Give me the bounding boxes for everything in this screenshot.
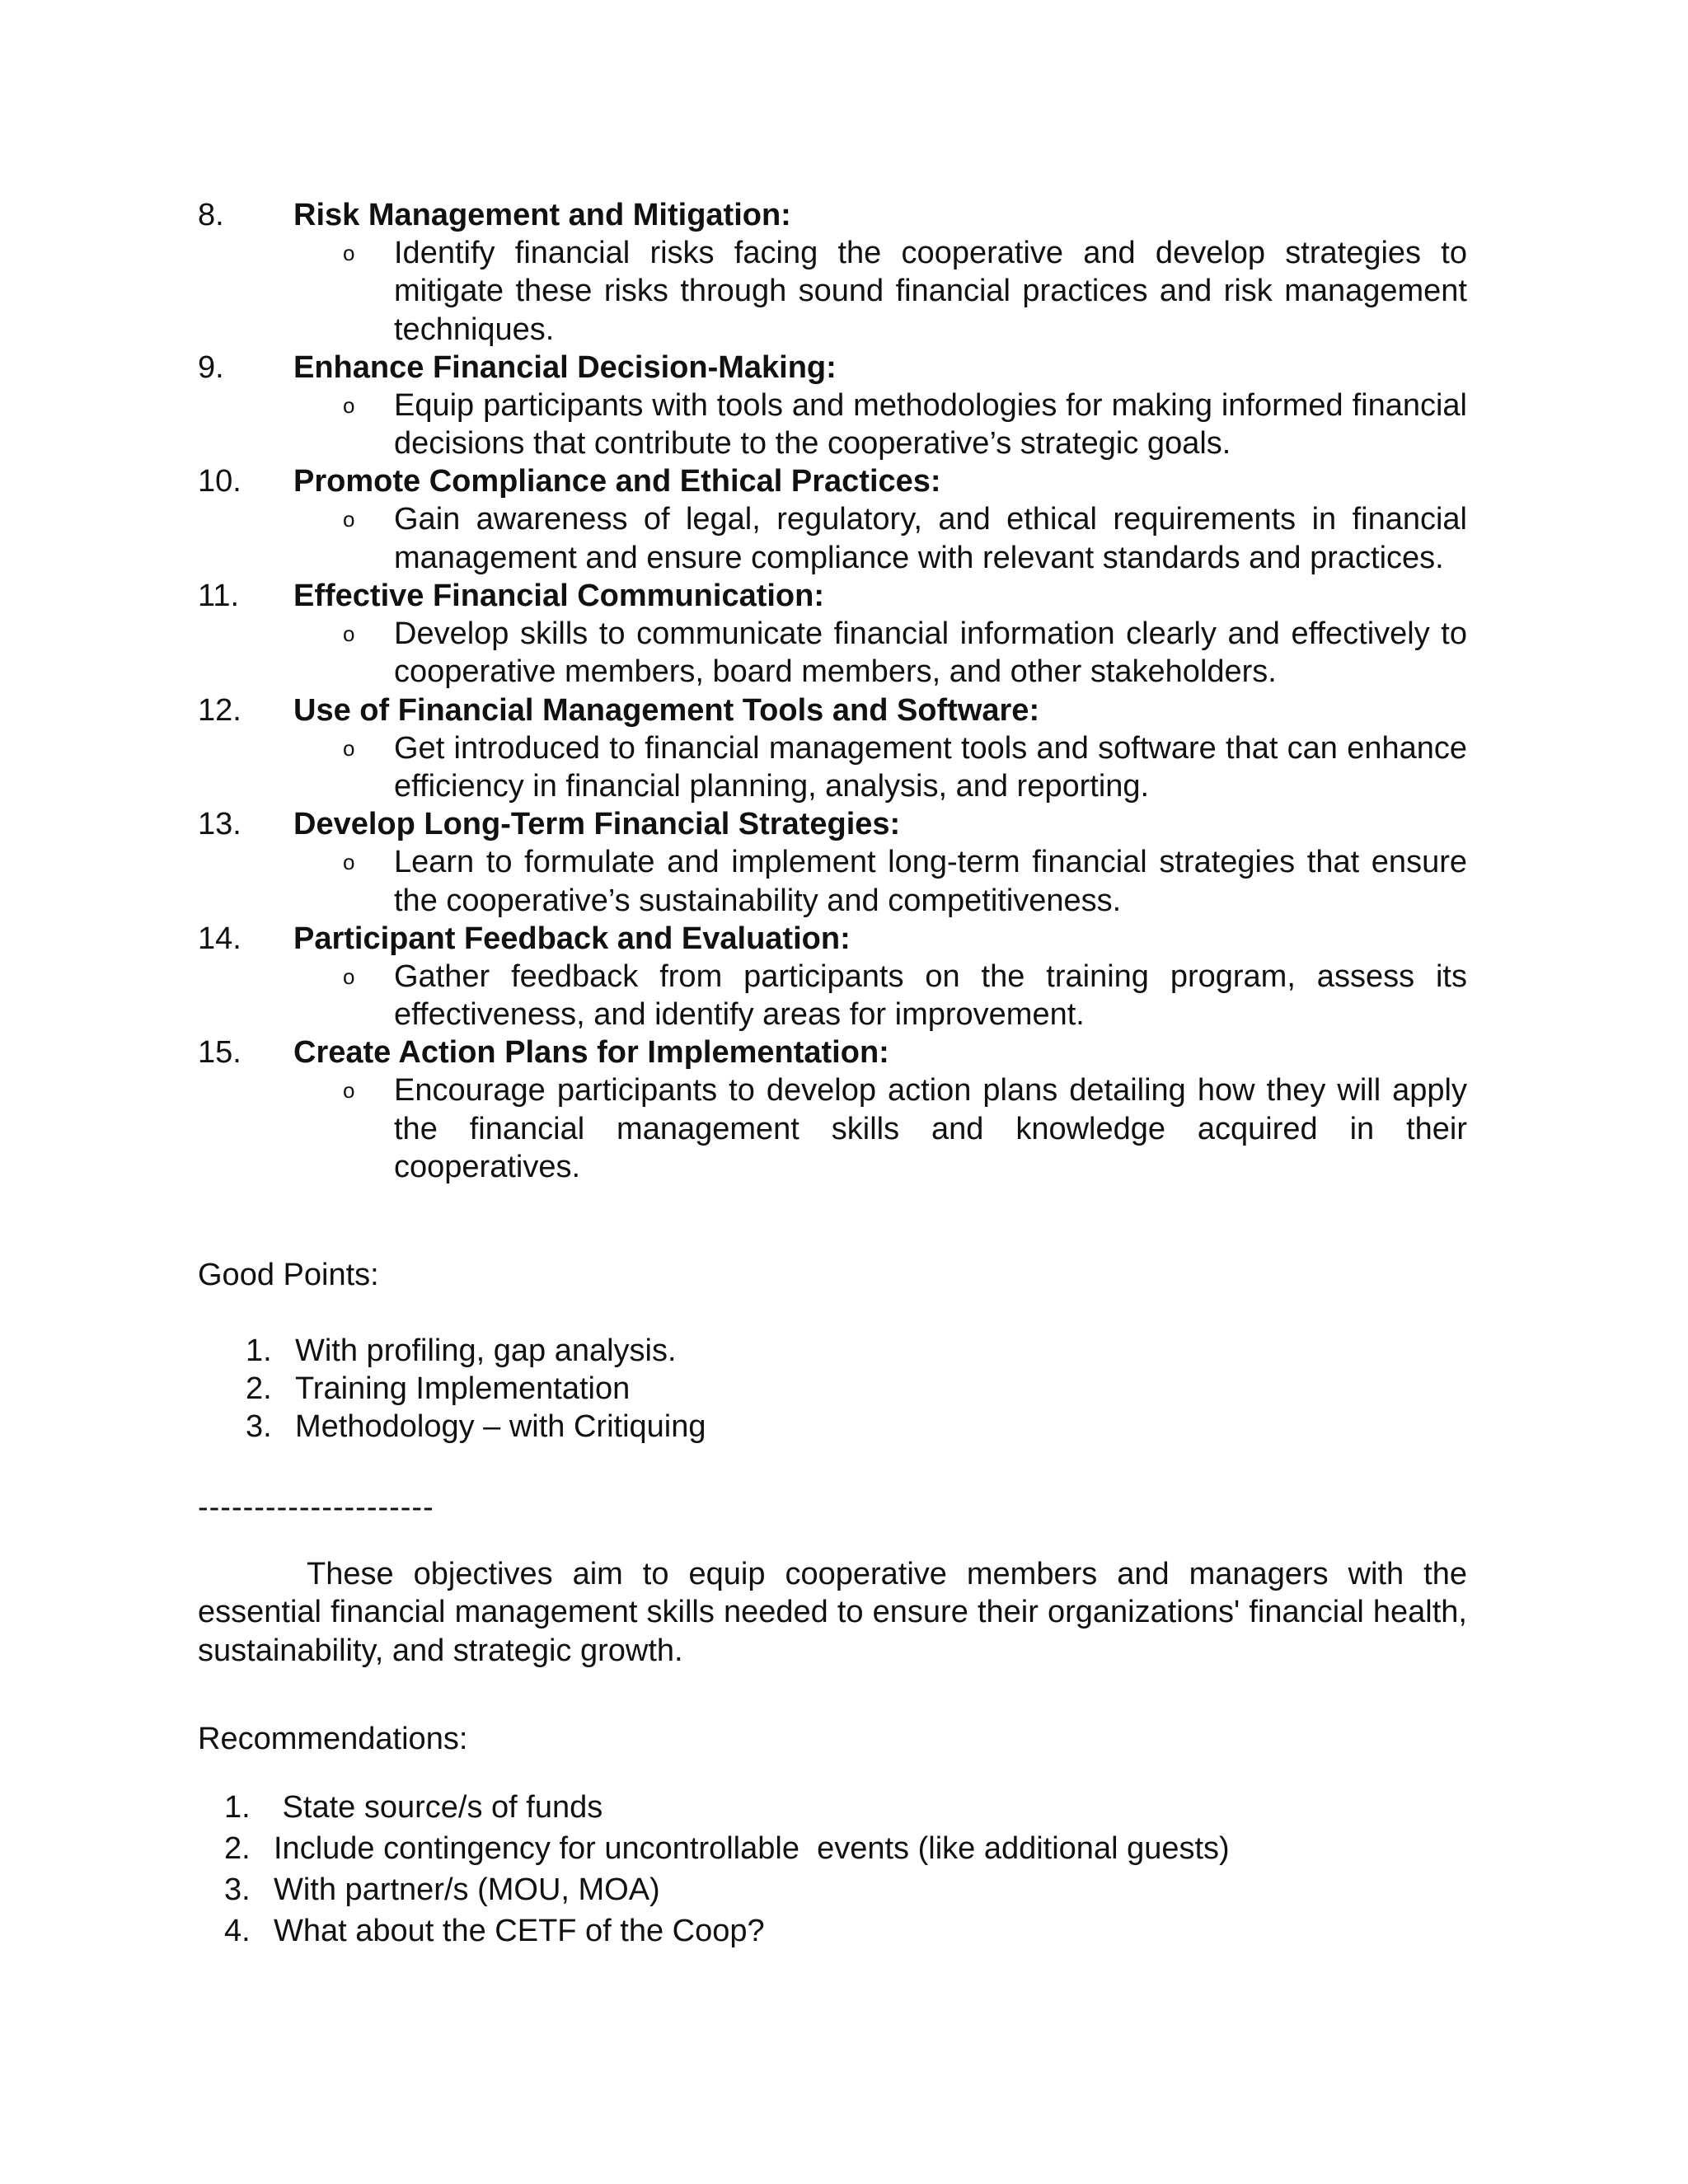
objective-title: Create Action Plans for Implementation: [293, 1035, 889, 1071]
hollow-bullet-icon: o [343, 963, 355, 989]
list-item-text: With profiling, gap analysis. [295, 1333, 677, 1368]
hollow-bullet-icon: o [343, 507, 355, 532]
objective-title: Risk Management and Mitigation: [293, 198, 791, 232]
hollow-bullet-icon: o [343, 850, 355, 875]
list-item-text: Methodology – with Critiquing [295, 1409, 706, 1444]
objective-detail: Gain awareness of legal, regulatory, and ethical requirements in financial management and ensure compliance with relevant standards and practices. [394, 502, 1467, 575]
objective-title: Enhance Financial Decision-Making: [293, 349, 837, 385]
list-item-number: 2. [224, 1831, 251, 1866]
list-item-number: 1. [246, 1333, 272, 1368]
good-points-heading: Good Points: [198, 1258, 379, 1292]
objective-item [198, 577, 1467, 691]
objective-detail: Encourage participants to develop action plans detailing how they will apply the financial management skills and knowledge acquired in their cooperatives. [394, 1073, 1467, 1185]
list-item [224, 1787, 1461, 1828]
summary-paragraph: These objectives aim to equip cooperative members and managers with the essential financial management skills needed to ensure their organizations' financial health, sustainability, and strategic growth. [198, 1557, 1467, 1668]
objective-item [198, 349, 1467, 463]
recommendations-heading: Recommendations: [198, 1722, 468, 1756]
objective-title: Participant Feedback and Evaluation: [293, 921, 851, 956]
objective-number: 9. [198, 349, 224, 385]
objective-number: 14. [198, 921, 241, 956]
list-item [246, 1408, 1235, 1446]
list-item-number: 2. [246, 1371, 272, 1406]
objective-title: Develop Long-Term Financial Strategies: [293, 807, 901, 842]
objective-number: 10. [198, 464, 241, 499]
hollow-bullet-icon: o [343, 735, 355, 761]
objective-number: 11. [198, 579, 240, 614]
objective-number: 13. [198, 807, 241, 842]
objective-detail: Develop skills to communicate financial information clearly and effectively to cooperative members, board members, and other stakeholders. [394, 616, 1467, 690]
list-item [224, 1828, 1461, 1869]
objective-title: Promote Compliance and Ethical Practices: [293, 464, 941, 499]
list-item-text: Training Implementation [295, 1371, 631, 1406]
list-item-text: Include contingency for uncontrollable events (like additional guests) [274, 1831, 1230, 1866]
list-item-number: 1. [224, 1790, 251, 1825]
list-item-text: What about the CETF of the Coop? [274, 1914, 765, 1948]
objective-item [198, 196, 1467, 349]
hollow-bullet-icon: o [343, 621, 355, 647]
objective-item [198, 691, 1467, 806]
objective-item [198, 1033, 1467, 1186]
separator-line: --------------------- [198, 1490, 434, 1525]
recommendations-list [224, 1787, 1461, 1952]
list-item-number: 4. [224, 1914, 251, 1948]
hollow-bullet-icon: o [343, 241, 355, 265]
hollow-bullet-icon: o [343, 1078, 355, 1104]
list-item-text: State source/s of funds [274, 1790, 603, 1825]
objective-item [198, 462, 1467, 577]
objective-detail: Get introduced to financial management tools and software that can enhance efficiency in financial planning, analysis, and reporting. [394, 730, 1467, 804]
list-item [246, 1332, 1235, 1370]
list-item [224, 1910, 1461, 1952]
list-item [246, 1370, 1235, 1408]
objective-number: 15. [198, 1035, 241, 1071]
objective-title: Effective Financial Communication: [293, 579, 824, 614]
objective-detail: Identify financial risks facing the cooperative and develop strategies to mitigate these risks through sound financial practices and risk management techniques. [394, 236, 1467, 347]
objective-detail: Gather feedback from participants on the training program, assess its effectiveness, and identify areas for improvement. [394, 958, 1467, 1033]
list-item [224, 1869, 1461, 1910]
list-item-number: 3. [224, 1872, 251, 1907]
list-item-number: 3. [246, 1409, 272, 1444]
objective-item [198, 920, 1467, 1034]
objective-detail: Equip participants with tools and methodologies for making informed financial decisions that contribute to the cooperative’s strategic goals. [394, 387, 1467, 462]
objective-number: 12. [198, 692, 241, 728]
objective-number: 8. [198, 198, 224, 232]
objectives-list [198, 196, 1467, 1186]
objective-item [198, 805, 1467, 920]
good-points-list [246, 1332, 1235, 1446]
list-item-text: With partner/s (MOU, MOA) [274, 1872, 660, 1907]
objective-title: Use of Financial Management Tools and Software: [293, 692, 1040, 728]
hollow-bullet-icon: o [343, 392, 355, 418]
objective-detail: Learn to formulate and implement long-term financial strategies that ensure the cooperative’s sustainability and competitiveness. [394, 845, 1467, 918]
